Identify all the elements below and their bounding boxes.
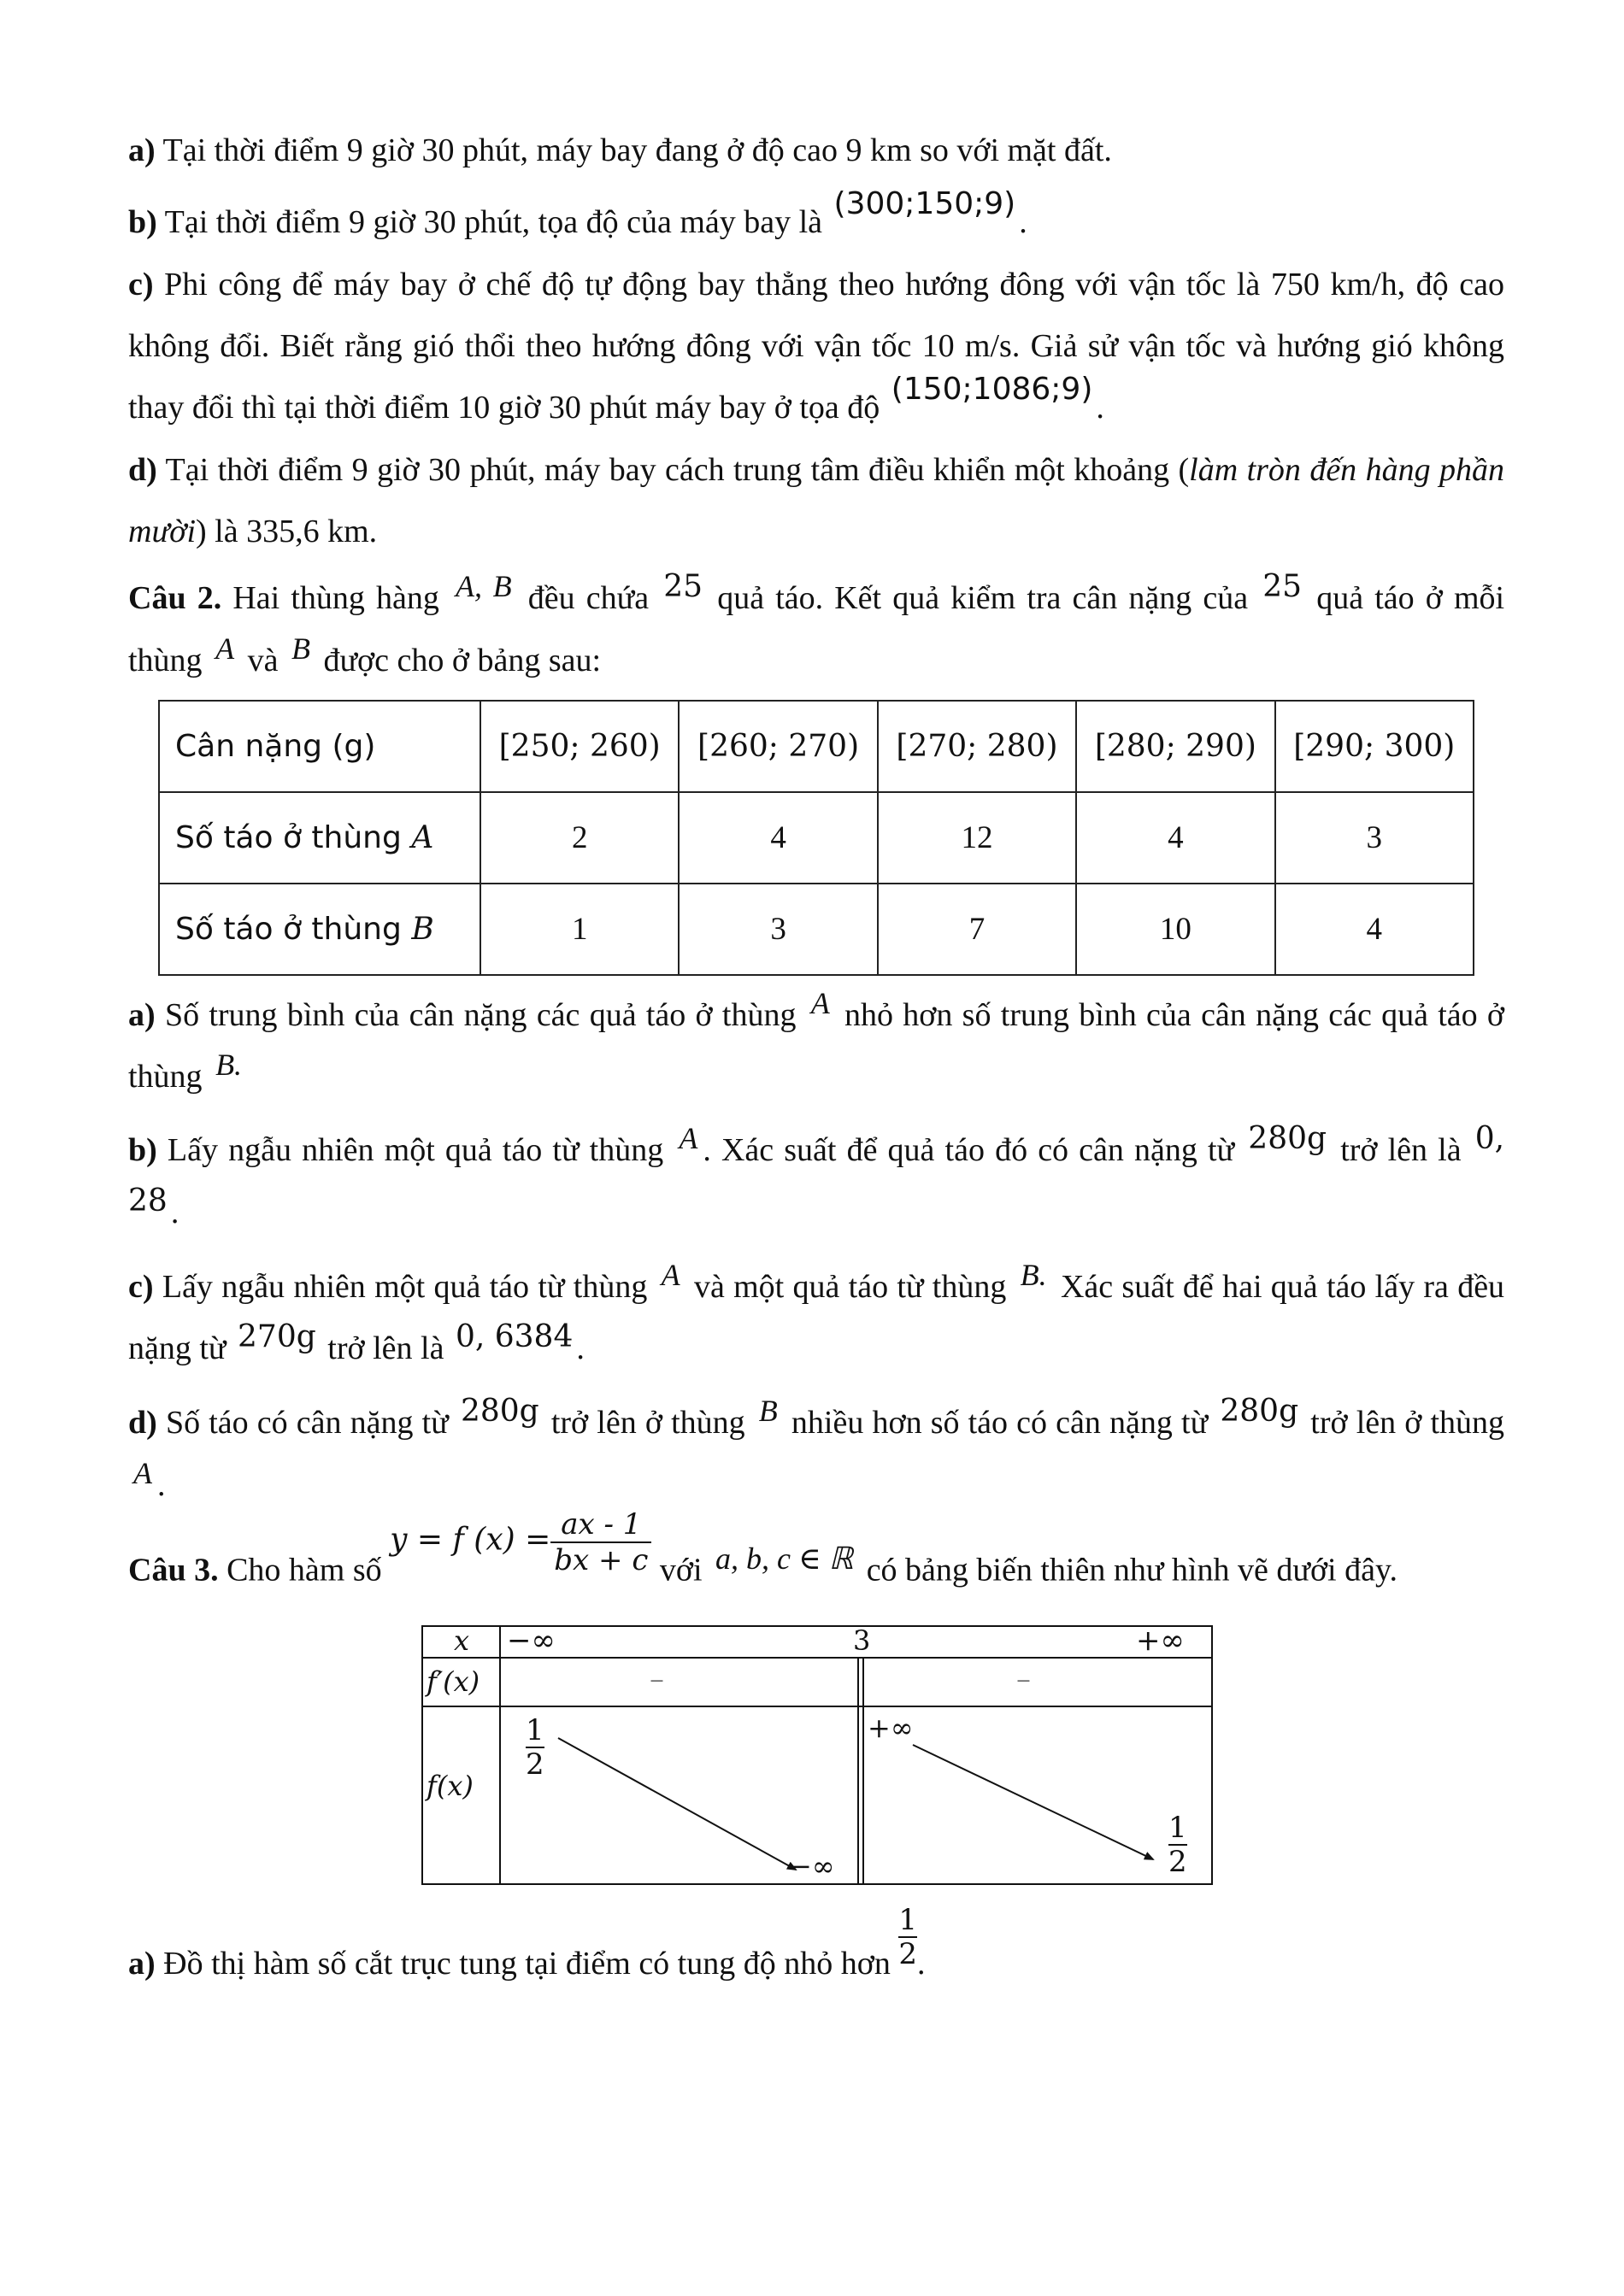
q2-statement-d (128, 1392, 1504, 1516)
q1-d-text-end: ) là 335,6 km. (196, 514, 378, 549)
table-row (159, 792, 1474, 884)
q3-function (390, 1507, 651, 1577)
bbt-f-left-end: −∞ (789, 1850, 835, 1882)
q1-a-text: Tại thời điểm 9 giờ 30 phút, máy bay đang ở độ cao 9 km so với mặt đất. (162, 132, 1112, 168)
bbt-f-right-start: +∞ (868, 1712, 914, 1744)
q3-condition: a, b, c ∈ ℝ (715, 1541, 854, 1576)
bbt-x-mid: 3 (853, 1624, 871, 1657)
q2-count-25b: 25 (1262, 569, 1303, 604)
q2-b-text-2: . Xác suất để quả táo đó có cân nặng từ (703, 1132, 1235, 1168)
q1-b-coordinate: (300;150;9) (833, 186, 1016, 221)
q2-count-25: 25 (663, 569, 703, 604)
q1-b-text: Tại thời điểm 9 giờ 30 phút, tọa độ của máy bay là (164, 204, 823, 240)
q1-b-end: . (1019, 204, 1027, 240)
q3-a-label: a) (128, 1946, 156, 1982)
bbt-f-start (526, 1714, 544, 1781)
q2-c-text-4: trở lên là (327, 1330, 444, 1366)
q2-intro-text-1: Hai thùng hàng (232, 580, 439, 616)
q1-c-end: . (1096, 390, 1104, 426)
q2-c-text-1: Lấy ngẫu nhiên một quả táo từ thùng (162, 1269, 648, 1305)
q2-b-weight: 280g (1248, 1121, 1327, 1156)
q2-a-label: a) (128, 997, 156, 1033)
q2-d-var-a: A (133, 1456, 152, 1490)
q1-a-label: a) (128, 132, 156, 168)
table-interval: [290; 300) (1275, 701, 1474, 792)
table-cell: 3 (679, 884, 877, 975)
q3-intro-text-2: với (659, 1552, 703, 1588)
q2-d-label: d) (128, 1405, 157, 1441)
q2-d-text-1: Số táo có cân nặng từ (165, 1405, 449, 1441)
half-numerator: 1 (898, 1903, 917, 1937)
q2-c-label: c) (128, 1269, 154, 1305)
q2-d-end: . (157, 1467, 166, 1503)
bbt-fprime-left: − (650, 1667, 664, 1695)
q1-statement-b (128, 186, 1504, 254)
table-interval: [280; 290) (1076, 701, 1274, 792)
q1-c-label: c) (128, 267, 154, 302)
q2-and: và (247, 643, 279, 678)
q2-statement-a (128, 984, 1504, 1107)
decrease-arrow-right (913, 1745, 1153, 1859)
q2-d-var-b: B (758, 1394, 778, 1428)
row-label-text: Số táo ở thùng (175, 911, 402, 947)
q2-b-text-1: Lấy ngẫu nhiên một quả táo từ thùng (167, 1132, 664, 1168)
table-cell: 4 (1275, 884, 1474, 975)
q2-c-text-2: và một quả táo từ thùng (693, 1269, 1007, 1305)
q2-c-text-3: Xác suất để hai quả táo lấy ra đều nặng từ (128, 1269, 1505, 1366)
q2-var-b: B (291, 631, 310, 666)
row-label-var: A (411, 819, 434, 855)
q2-statement-b (128, 1119, 1504, 1244)
bbt-x-right: +∞ (1136, 1624, 1185, 1658)
q2-c-value: 0, 6384 (455, 1319, 574, 1354)
table-row-label-a (159, 792, 480, 884)
q2-b-end: . (170, 1195, 179, 1230)
half-denominator: 2 (526, 1747, 544, 1782)
q2-c-var-a: A (661, 1258, 680, 1292)
half-numerator: 1 (526, 1713, 544, 1747)
table-cell: 12 (878, 792, 1076, 884)
variation-table (421, 1625, 1213, 1885)
table-row (159, 701, 1474, 792)
q3-intro-text-3: có bảng biến thiên như hình vẽ dưới đây. (866, 1552, 1397, 1588)
document-page (128, 120, 1504, 1994)
decrease-arrow-left (558, 1738, 796, 1870)
q2-a-var-b: B. (215, 1048, 243, 1082)
bbt-f-end (1168, 1812, 1187, 1878)
q2-d-text-3: nhiều hơn số táo có cân nặng từ (791, 1405, 1209, 1441)
q1-statement-d (128, 439, 1504, 562)
q2-a-text-2: nhỏ hơn số trung bình của cân nặng các quả táo ở thùng (128, 997, 1505, 1095)
q1-c-coordinate: (150;1086;9) (891, 372, 1093, 407)
bbt-x-left: −∞ (507, 1624, 556, 1658)
bbt-fprime-label: f′(x) (427, 1665, 480, 1698)
q3-a-fraction (898, 1904, 917, 1970)
q2-statement-c (128, 1256, 1504, 1380)
function-fraction (550, 1507, 651, 1577)
q3-a-end: . (916, 1946, 926, 1982)
table-cell: 10 (1076, 884, 1274, 975)
q2-b-text-3: trở lên là (1340, 1132, 1462, 1168)
table-interval: [270; 280) (878, 701, 1076, 792)
q2-intro (128, 567, 1504, 691)
table-row-label-b (159, 884, 480, 975)
table-header-weight: Cân nặng (g) (159, 701, 480, 792)
q2-var-a: A (215, 631, 235, 666)
row-label-var: B (411, 911, 434, 947)
half-denominator: 2 (898, 1937, 917, 1971)
table-row (159, 884, 1474, 975)
q2-b-var-a: A (679, 1121, 698, 1155)
function-lhs: y = f (x) = (390, 1522, 551, 1558)
q2-d-weight-2: 280g (1220, 1394, 1299, 1429)
q1-c-text: Phi công để máy bay ở chế độ tự động bay thẳng theo hướng đông với vận tốc là 750 km/h, độ cao không đổi. Biết rằng gió thổi theo hướng đông với vận tốc 10 m/s. Giả sử vận tốc và hướng gió không thay đổi thì tại thời điểm 10 giờ 30 phút máy bay ở tọa độ (128, 267, 1504, 426)
bbt-f-label: f(x) (427, 1770, 474, 1802)
q1-d-italic: làm tròn đến hàng phần mười (128, 452, 1504, 549)
half-denominator: 2 (1168, 1845, 1187, 1879)
q2-d-text-4: trở lên ở thùng (1310, 1405, 1505, 1441)
q2-a-text-1: Số trung bình của cân nặng các quả táo ở thùng (164, 997, 797, 1033)
half-numerator: 1 (1168, 1811, 1187, 1845)
table-cell: 4 (1076, 792, 1274, 884)
q3-a-text: Đồ thị hàm số cắt trục tung tại điểm có tung độ nhỏ hơn (163, 1946, 891, 1982)
table-cell: 3 (1275, 792, 1474, 884)
q2-c-end: . (576, 1330, 585, 1366)
bbt-x-label: x (454, 1624, 470, 1657)
q3-intro-text-1: Cho hàm số (227, 1552, 382, 1588)
q1-d-text: Tại thời điểm 9 giờ 30 phút, máy bay cách trung tâm điều khiển một khoảng ( (165, 452, 1190, 488)
q2-intro-text-3: quả táo. Kết quả kiểm tra cân nặng của (717, 580, 1249, 616)
bbt-fprime-right: − (1016, 1667, 1031, 1695)
q1-b-label: b) (128, 204, 157, 240)
fraction-numerator: ax - 1 (550, 1507, 651, 1543)
q1-statement-a (128, 120, 1504, 181)
table-cell: 2 (480, 792, 679, 884)
q2-title: Câu 2. (128, 580, 222, 616)
q2-b-value: 0, 28 (128, 1121, 1505, 1218)
q2-d-weight-1: 280g (460, 1394, 539, 1429)
fraction-denominator: bx + c (554, 1543, 649, 1577)
table-interval: [250; 260) (480, 701, 679, 792)
q2-intro-text-4: quả táo ở mỗi thùng (128, 580, 1505, 678)
q2-b-label: b) (128, 1132, 157, 1168)
q1-d-label: d) (128, 452, 157, 488)
q2-c-weight: 270g (238, 1319, 316, 1354)
q2-intro-text-5: được cho ở bảng sau: (323, 643, 602, 678)
q1-statement-c (128, 254, 1504, 439)
q2-intro-text-2: đều chứa (527, 580, 650, 616)
q2-c-var-b: B. (1020, 1258, 1047, 1292)
q3-intro (128, 1507, 1504, 1608)
q2-var-ab: A, B (456, 569, 512, 603)
q2-d-text-2: trở lên ở thùng (550, 1405, 745, 1441)
table-cell: 1 (480, 884, 679, 975)
table-cell: 4 (679, 792, 877, 884)
q2-a-var-a: A (810, 986, 830, 1020)
q3-title: Câu 3. (128, 1552, 219, 1588)
table-cell: 7 (878, 884, 1076, 975)
table-interval: [260; 270) (679, 701, 877, 792)
row-label-text: Số táo ở thùng (175, 819, 402, 855)
q3-statement-a (128, 1903, 1504, 1994)
apple-weight-table (158, 700, 1474, 976)
